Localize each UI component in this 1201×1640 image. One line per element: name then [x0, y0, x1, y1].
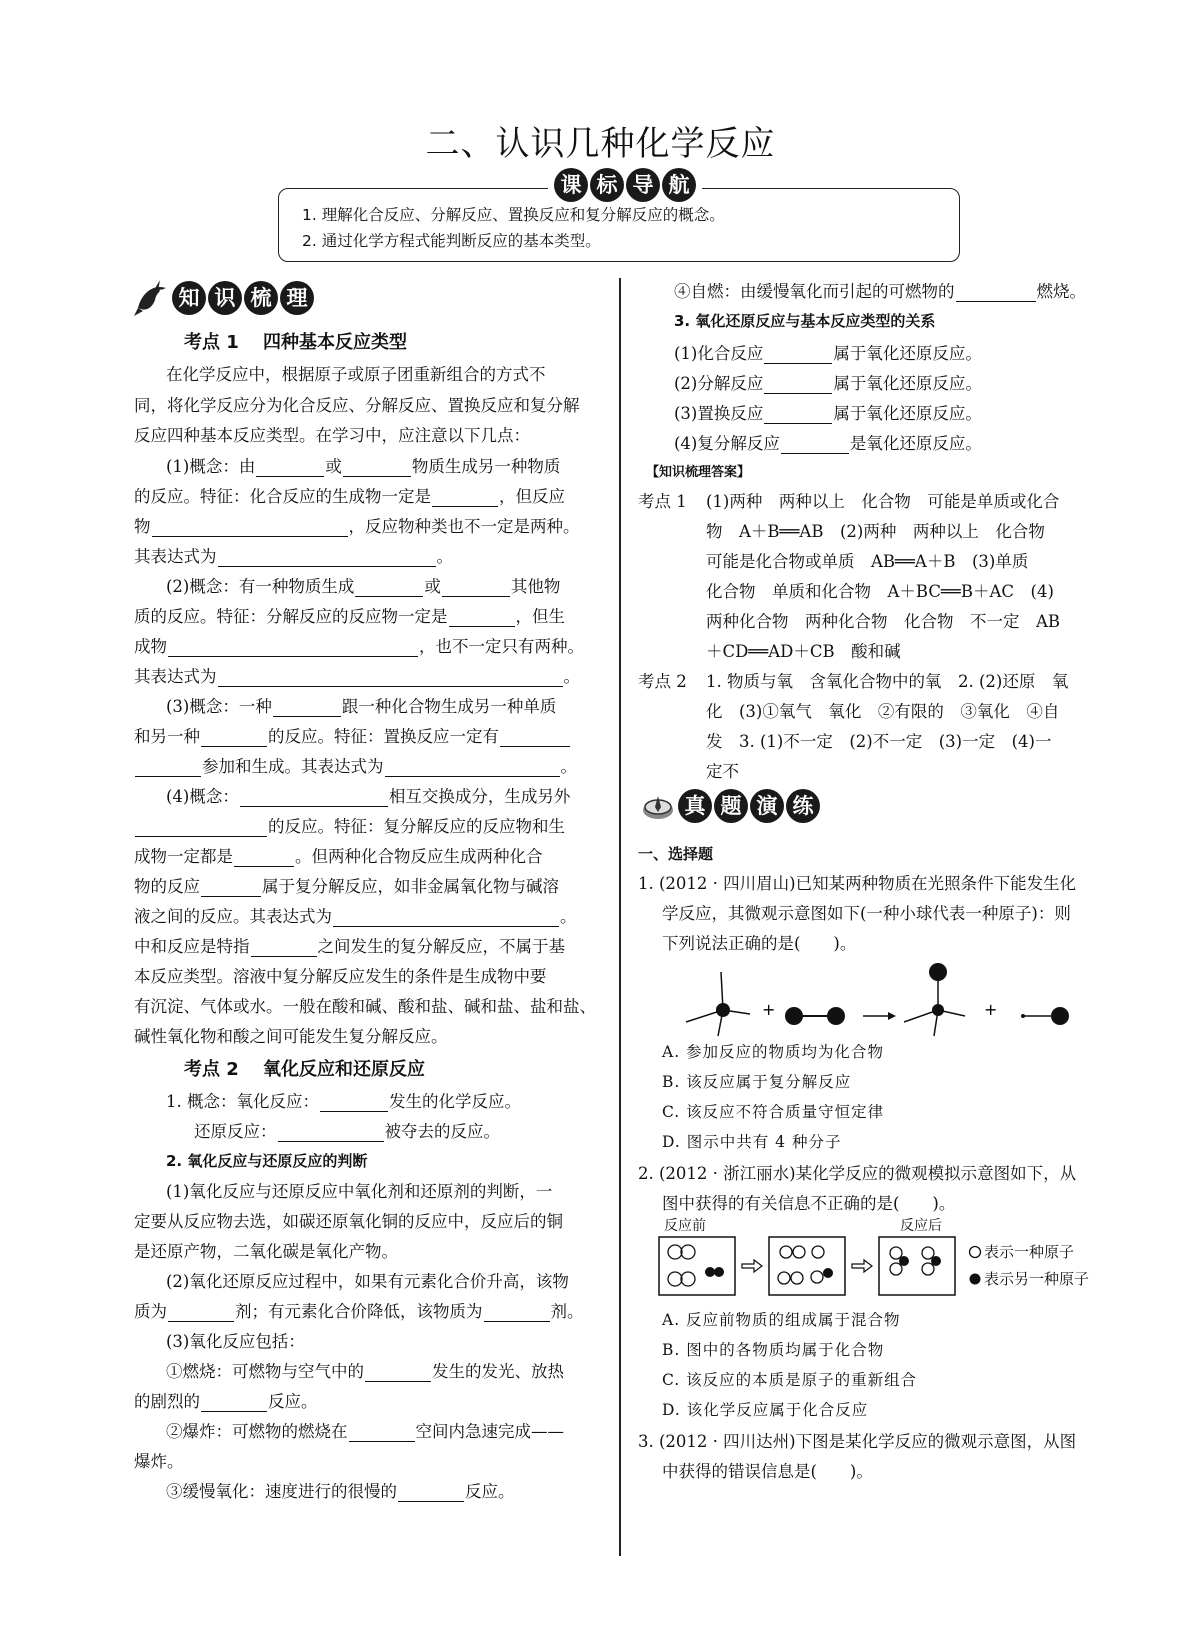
option-line: D. 图示中共有 4 种分子 — [662, 1133, 842, 1151]
text-line: (4)概念： 相互交换成分，生成另外 — [166, 787, 571, 806]
badge-char: 课 — [554, 168, 588, 202]
diatomic-black-molecule — [785, 1007, 845, 1025]
svg-text:+: + — [762, 1000, 776, 1019]
text-line: ①燃烧：可燃物与空气中的 发生的发光、放热 — [166, 1362, 564, 1381]
fill-blank[interactable] — [168, 638, 418, 657]
answer-label: 考点 2 — [638, 672, 687, 691]
text-line: (1)概念：由 或 物质生成另一种物质 — [166, 457, 561, 476]
fill-blank[interactable] — [764, 345, 832, 364]
fill-blank[interactable] — [240, 788, 388, 807]
curriculum-standards-badge — [548, 168, 702, 202]
text-line: (3)概念：一种 跟一种化合物生成另一种单质 — [166, 697, 557, 716]
badge-char: 真 — [678, 789, 712, 823]
answer-line: 物 A＋B══AB (2)两种 两种以上 化合物 — [706, 522, 1045, 541]
column-divider — [619, 278, 621, 1556]
question-line: 学反应，其微观示意图如下(一种小球代表一种原子)：则 — [662, 904, 1071, 923]
text-line: 参加和生成。其表达式为 。 — [134, 753, 577, 777]
fill-blank[interactable] — [135, 818, 267, 837]
badge-char: 导 — [626, 168, 660, 202]
fill-blank[interactable] — [764, 375, 832, 394]
text-line: 本反应类型。溶液中复分解反应发生的条件是生成物中要 — [134, 967, 547, 986]
text-line: 反应四种基本反应类型。在学习中，应注意以下几点： — [134, 426, 530, 445]
fig-label-before: 反应前 — [664, 1218, 706, 1234]
badge-char: 练 — [786, 789, 820, 823]
text-line: 有沉淀、气体或水。一般在酸和碱、酸和盐、碱和盐、盐和盐、 — [134, 997, 596, 1016]
option-line: A. 参加反应的物质均为化合物 — [662, 1043, 885, 1061]
standard-item: 1. 理解化合反应、分解反应、置换反应和复分解反应的概念。 — [302, 206, 725, 224]
fill-blank[interactable] — [365, 1363, 431, 1382]
fill-blank[interactable] — [201, 728, 267, 747]
text-line: 1. 概念：氧化反应： 发生的化学反应。 — [166, 1092, 521, 1111]
fill-blank[interactable] — [343, 458, 411, 477]
text-line: 还原反应： 被夺去的反应。 — [194, 1122, 500, 1141]
fill-blank[interactable] — [484, 1303, 550, 1322]
fill-blank[interactable] — [500, 728, 570, 747]
answer-line: 定不 — [706, 762, 739, 781]
text-line: (1)氧化反应与还原反应中氧化剂和还原剂的判断，一 — [166, 1182, 553, 1201]
option-line: D. 该化学反应属于化合反应 — [662, 1401, 869, 1419]
fill-blank[interactable] — [273, 698, 341, 717]
fill-blank[interactable] — [168, 1303, 234, 1322]
fill-blank[interactable] — [218, 548, 436, 567]
legend-label: 表示另一种原子 — [984, 1270, 1090, 1288]
question-line: 中获得的错误信息是( )。 — [662, 1462, 873, 1481]
fill-blank[interactable] — [449, 608, 515, 627]
fill-blank[interactable] — [398, 1483, 464, 1502]
text-line: 成物 ，也不一定只有两种。 — [134, 637, 584, 656]
text-line: 的剧烈的 反应。 — [134, 1392, 318, 1411]
badge-char: 理 — [280, 281, 314, 315]
fill-blank[interactable] — [278, 1123, 384, 1142]
badge-char: 题 — [714, 789, 748, 823]
text-line: (2)概念：有一种物质生成 或 其他物 — [166, 577, 561, 596]
text-line: 质的反应。特征：分解反应的反应物一定是 ，但生 — [134, 607, 565, 626]
fill-blank[interactable] — [234, 848, 294, 867]
fill-blank[interactable] — [152, 518, 348, 537]
fill-blank[interactable] — [256, 458, 324, 477]
text-line: 定要从反应物去选，如碳还原氧化铜的反应中，反应后的铜 — [134, 1212, 563, 1231]
answer-label: 考点 1 — [638, 492, 687, 511]
option-line: C. 该反应的本质是原子的重新组合 — [662, 1371, 918, 1389]
answer-line: ＋CD══AD＋CB 酸和碱 — [706, 642, 901, 661]
fill-blank[interactable] — [956, 283, 1036, 302]
section-title: 一、选择题 — [638, 845, 714, 863]
text-line: ③缓慢氧化：速度进行的很慢的 反应。 — [166, 1482, 515, 1501]
fill-blank[interactable] — [333, 908, 559, 927]
text-line: 中和反应是特指 之间发生的复分解反应，不属于基 — [134, 937, 565, 956]
badge-char: 标 — [590, 168, 624, 202]
option-line: B. 该反应属于复分解反应 — [662, 1073, 852, 1091]
answer-line: 可能是化合物或单质 AB══A＋B (3)单质 — [706, 552, 1029, 571]
dolphin-icon — [134, 278, 170, 318]
fill-blank[interactable] — [201, 1393, 267, 1412]
badge-char: 识 — [208, 281, 242, 315]
text-line: 同，将化学反应分为化合反应、分解反应、置换反应和复分解 — [134, 396, 580, 415]
open-circle-icon — [968, 1245, 982, 1259]
past-exam-heading — [640, 788, 820, 824]
page-title: 二、认识几种化学反应 — [425, 124, 776, 164]
text-line: (3)氧化反应包括： — [166, 1332, 305, 1351]
text-line: 在化学反应中，根据原子或原子团重新组合的方式不 — [166, 365, 546, 384]
question-line: 2. (2012 · 浙江丽水)某化学反应的微观模拟示意图如下，从 — [638, 1164, 1077, 1183]
option-line: A. 反应前物质的组成属于混合物 — [662, 1311, 901, 1329]
fill-blank[interactable] — [320, 1093, 388, 1112]
q1-reaction-diagram — [678, 958, 1108, 1040]
substituted-molecule — [904, 963, 965, 1036]
svg-text:+: + — [984, 1000, 998, 1019]
filled-circle-icon — [968, 1272, 982, 1286]
option-line: C. 该反应不符合质量守恒定律 — [662, 1103, 885, 1121]
fill-blank[interactable] — [781, 435, 849, 454]
badge-char: 航 — [662, 168, 696, 202]
q2-reaction-diagram — [658, 1236, 958, 1298]
methane-like-molecule — [686, 972, 750, 1036]
subheading: 2. 氧化反应与还原反应的判断 — [166, 1152, 368, 1170]
answer-line: 两种化合物 两种化合物 化合物 不一定 AB — [706, 612, 1061, 631]
subheading: 3. 氧化还原反应与基本反应类型的关系 — [674, 312, 936, 330]
kp2-title: 考点 2 氧化反应和还原反应 — [184, 1059, 426, 1080]
text-line: 和另一种 的反应。特征：置换反应一定有 — [134, 723, 571, 747]
option-line: B. 图中的各物质均属于化合物 — [662, 1341, 885, 1359]
fill-blank[interactable] — [218, 668, 563, 687]
fill-blank[interactable] — [135, 758, 201, 777]
text-line: 其表达式为 。 — [134, 547, 453, 566]
text-line: 的反应。特征：复分解反应的反应物和生 — [134, 813, 565, 837]
reaction-arrow — [863, 1012, 896, 1020]
kp1-title: 考点 1 四种基本反应类型 — [184, 332, 408, 353]
compass-icon — [640, 788, 676, 824]
text-line: (2)氧化还原反应过程中，如果有元素化合价升高，该物 — [166, 1272, 569, 1291]
fill-blank[interactable] — [201, 878, 261, 897]
text-line: (2)分解反应 属于氧化还原反应。 — [674, 374, 982, 393]
answer-line: 1. 物质与氧 含氧化合物中的氧 2. (2)还原 氧 — [706, 672, 1069, 691]
answer-line: 化 (3)①氧气 氧化 ②有限的 ③氧化 ④自 — [706, 702, 1060, 721]
text-line: (1)化合反应 属于氧化还原反应。 — [674, 344, 982, 363]
fill-blank[interactable] — [764, 405, 832, 424]
answer-line: 化合物 单质和化合物 A＋BC══B＋AC (4) — [706, 582, 1054, 601]
badge-char: 梳 — [244, 281, 278, 315]
text-line: 其表达式为 。 — [134, 667, 580, 686]
fill-blank[interactable] — [385, 758, 560, 777]
text-line: 碱性氧化物和酸之间可能发生复分解反应。 — [134, 1027, 448, 1046]
fill-blank[interactable] — [432, 488, 498, 507]
fill-blank[interactable] — [251, 938, 317, 957]
fill-blank[interactable] — [355, 578, 423, 597]
legend-label: 表示一种原子 — [984, 1243, 1075, 1261]
question-line: 3. (2012 · 四川达州)下图是某化学反应的微观示意图，从图 — [638, 1432, 1077, 1451]
text-line: 是还原产物，二氧化碳是氧化产物。 — [134, 1242, 398, 1261]
text-line: ④自燃：由缓慢氧化而引起的可燃物的 燃烧。 — [674, 282, 1086, 301]
text-line: (3)置换反应 属于氧化还原反应。 — [674, 404, 982, 423]
standard-item: 2. 通过化学方程式能判断反应的基本类型。 — [302, 232, 601, 250]
fill-blank[interactable] — [442, 578, 510, 597]
fig-label-after: 反应后 — [900, 1218, 942, 1234]
text-line: ②爆炸：可燃物的燃烧在 空间内急速完成—— — [166, 1422, 564, 1441]
text-line: 爆炸。 — [134, 1452, 184, 1471]
text-line: (4)复分解反应 是氧化还原反应。 — [674, 434, 982, 453]
knowledge-review-heading — [134, 278, 314, 318]
answer-line: 发 3. (1)不一定 (2)不一定 (3)一定 (4)一 — [706, 732, 1052, 751]
question-line: 图中获得的有关信息不正确的是( )。 — [662, 1194, 956, 1213]
text-line: 物的反应 属于复分解反应，如非金属氧化物与碱溶 — [134, 877, 559, 896]
text-line: 液之间的反应。其表达式为 。 — [134, 907, 577, 926]
question-line: 下列说法正确的是( )。 — [662, 934, 857, 953]
badge-char: 演 — [750, 789, 784, 823]
answers-heading: 【知识梳理答案】 — [646, 465, 751, 480]
badge-char: 知 — [172, 281, 206, 315]
question-line: 1. (2012 · 四川眉山)已知某两种物质在光照条件下能发生化 — [638, 874, 1077, 893]
mixed-molecule — [1021, 1007, 1069, 1025]
text-line: 物 ，反应物种类也不一定是两种。 — [134, 517, 580, 536]
text-line: 质为 剂；有元素化合价降低，该物质为 剂。 — [134, 1302, 584, 1321]
fill-blank[interactable] — [349, 1423, 415, 1442]
answer-line: (1)两种 两种以上 化合物 可能是单质或化合 — [706, 492, 1060, 511]
text-line: 成物一定都是 。但两种化合物反应生成两种化合 — [134, 847, 543, 866]
text-line: 的反应。特征：化合反应的生成物一定是 ，但反应 — [134, 487, 565, 506]
